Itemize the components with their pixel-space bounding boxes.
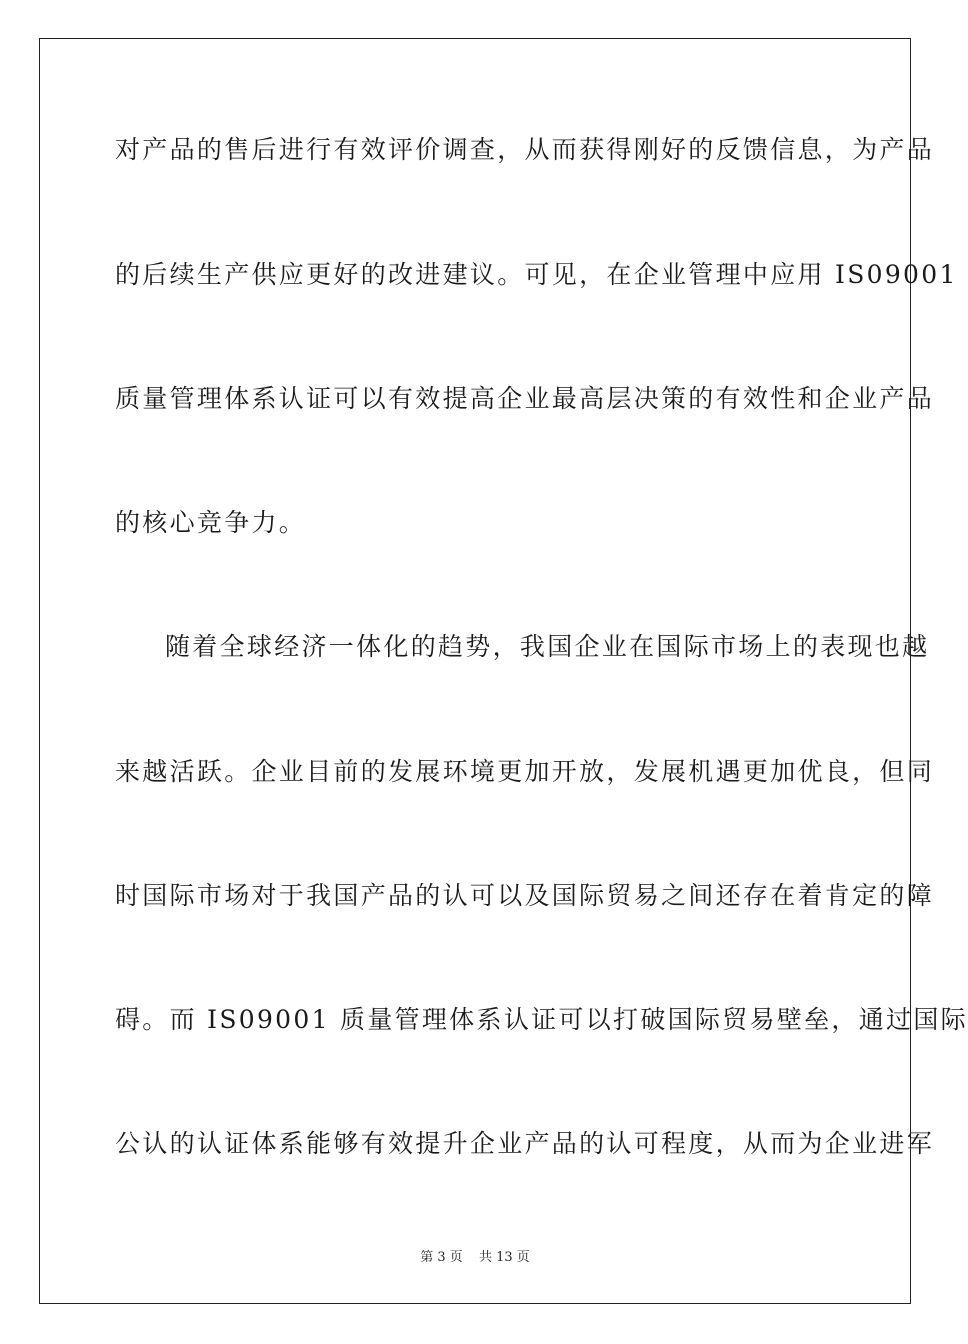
- page-total: 共 13 页: [478, 1250, 530, 1265]
- page-number: 第 3 页: [420, 1250, 463, 1265]
- text-line-2: 的后续生产供应更好的改进建议。可见，在企业管理中应用 IS09001: [115, 260, 958, 289]
- text-line-9: 公认的认证体系能够有效提升企业产品的认可程度，从而为企业进军: [115, 1129, 935, 1158]
- text-line-1: 对产品的售后进行有效评价调查，从而获得刚好的反馈信息，为产品: [115, 135, 935, 164]
- text-line-4: 的核心竞争力。: [115, 508, 307, 537]
- text-line-3: 质量管理体系认证可以有效提高企业最高层决策的有效性和企业产品: [115, 384, 935, 413]
- paragraph-start-line: 随着全球经济一体化的趋势，我国企业在国际市场上的表现也越: [165, 632, 930, 661]
- page-footer: [0, 1246, 950, 1265]
- page-border: [39, 38, 968, 1304]
- text-line-8: 碍。而 IS09001 质量管理体系认证可以打破国际贸易壁垒，通过国际: [115, 1005, 968, 1034]
- text-line-7: 时国际市场对于我国产品的认可以及国际贸易之间还存在着肯定的障: [115, 881, 935, 910]
- text-line-6: 来越活跃。企业目前的发展环境更加开放，发展机遇更加优良，但同: [115, 757, 935, 786]
